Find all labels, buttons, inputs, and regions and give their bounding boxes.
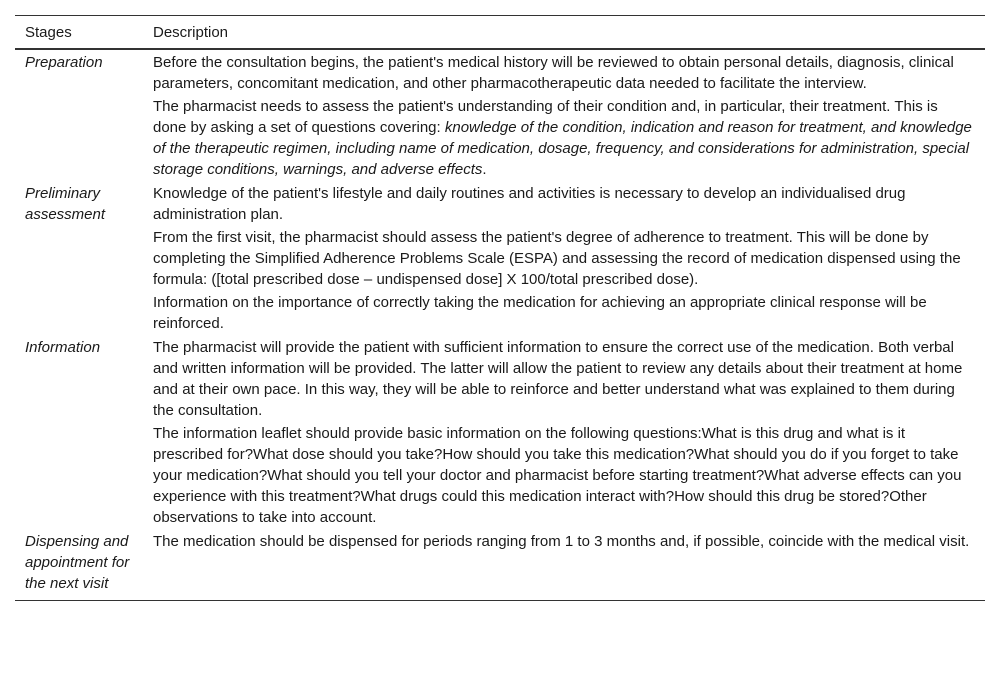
table-row xyxy=(15,182,985,336)
paragraph-tail: . xyxy=(482,161,487,178)
description-cell-information xyxy=(143,336,985,530)
description-paragraph: The medication should be dispensed for periods ranging from 1 to 3 months and, if possible, coincide with the medical visit. xyxy=(153,533,970,550)
description-paragraph: The pharmacist will provide the patient with sufficient information to ensure the correct use of the medication. Both verbal and written information will be provided. The latter will allow the patient to review any details about their treatment at home and at their own pace. In this way, they will be able to reinforce and better understand what was explained to them during the consultation. xyxy=(153,339,963,419)
table-row xyxy=(15,49,985,182)
description-paragraph: From the first visit, the pharmacist should assess the patient's degree of adherence to treatment. This will be done by completing the Simplified Adherence Problems Scale (ESPA) and assessing the record of medication dispensed using the formula: ([total prescribed dose – undispensed dose] X 100/total prescribed dose). xyxy=(153,229,961,288)
description-paragraph: The information leaflet should provide basic information on the following questions:What is this drug and what is it prescribed for?What dose should you take?How should you take this medication?What should you do if you forget to take your medication?What should you tell your doctor and pharmacist before starting treatment?What adverse effects can you experience with this treatment?What drugs could this medication interact with?How should this drug be stored?Other observations to take into account. xyxy=(153,425,962,526)
header-description: Description xyxy=(143,16,985,50)
description-cell-preparation xyxy=(143,49,985,182)
table-body xyxy=(15,49,985,601)
description-paragraph xyxy=(153,96,975,180)
description-paragraph: Knowledge of the patient's lifestyle and daily routines and activities is necessary to develop an individualised drug administration plan. xyxy=(153,185,906,223)
header-stages: Stages xyxy=(15,16,143,50)
stage-cell-information: Information xyxy=(25,339,101,356)
header-row xyxy=(15,16,985,50)
description-cell-preliminary-assessment xyxy=(143,182,985,336)
table-row xyxy=(15,336,985,530)
paragraph-italic-topics: knowledge of the condition, indication and reason for treatment, and knowledge of the therapeutic regimen, including name of medication, dosage, frequency, and considerations for administration, special storage conditions, warnings, and adverse effects xyxy=(153,119,972,178)
stage-cell-dispensing: Dispensing and appointment for the next visit xyxy=(15,530,143,601)
description-paragraph: Information on the importance of correctly taking the medication for achieving an appropriate clinical response will be reinforced. xyxy=(153,294,927,332)
stages-table xyxy=(15,15,985,601)
table-header xyxy=(15,16,985,50)
stage-cell-preparation: Preparation xyxy=(25,54,103,71)
description-cell-dispensing xyxy=(143,530,985,601)
description-paragraph: Before the consultation begins, the patient's medical history will be reviewed to obtain personal details, diagnosis, clinical parameters, concomitant medication, and other pharmacotherapeutic data needed to facilitate the interview. xyxy=(153,54,954,92)
table-row xyxy=(15,530,985,601)
stage-cell-preliminary-assessment: Preliminary assessment xyxy=(25,185,106,223)
paragraph-lead: The pharmacist needs to assess the patient's understanding of their condition and, in particular, their treatment. This is done by asking a set of questions covering: xyxy=(153,98,938,136)
